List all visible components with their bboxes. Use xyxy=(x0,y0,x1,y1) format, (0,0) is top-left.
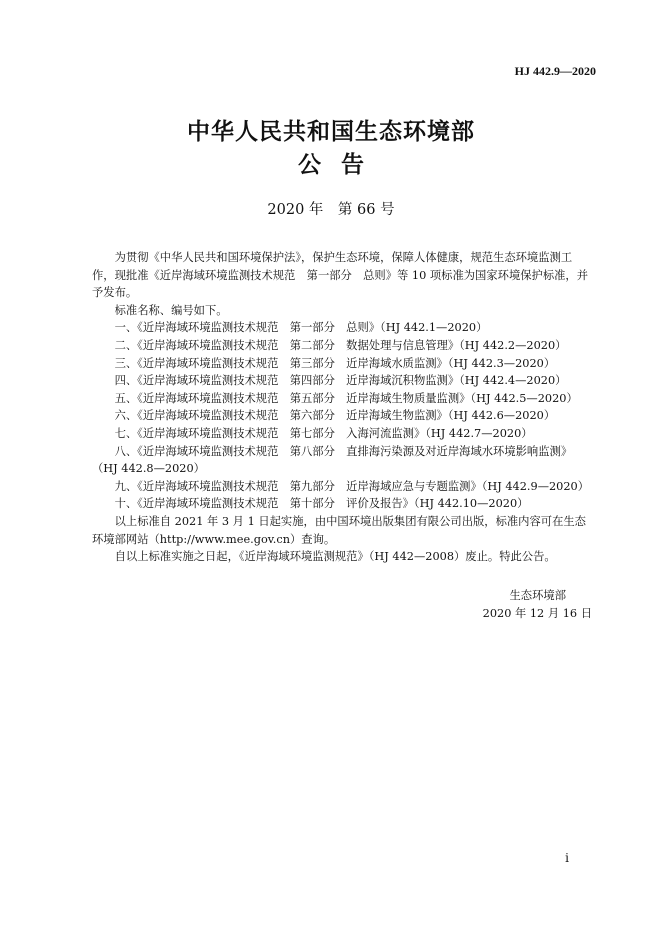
standard-item: 十、《近岸海域环境监测技术规范 第十部分 评价及报告》（HJ 442.10—2020） xyxy=(114,497,529,511)
standard-item: 五、《近岸海域环境监测技术规范 第五部分 近岸海域生物质量监测》（HJ 442.5—2020） xyxy=(114,391,578,405)
repeal-paragraph: 自以上标准实施之日起，《近岸海域环境监测规范》（HJ 442—2008）废止。特此公告。 xyxy=(114,550,556,564)
page-title: 中华人民共和国生态环境部 xyxy=(187,118,475,145)
intro-paragraph: 为贯彻《中华人民共和国环境保护法》，保护生态环境，保障人体健康，规范生态环境监测工作，现批准《近岸海域环境监测技术规范 第一部分 总则》等 10 项标准为国家环境保护标准，并予发布。 xyxy=(92,251,589,300)
standard-item: 七、《近岸海域环境监测技术规范 第七部分 入海河流监测》（HJ 442.7—2020） xyxy=(114,426,533,440)
announcement-body xyxy=(92,249,592,566)
standard-item: 八、《近岸海域环境监测技术规范 第八部分 直排海污染源及对近岸海域水环境影响监测》（HJ 442.8—2020） xyxy=(92,444,573,476)
page-subtitle: 公告 xyxy=(298,151,384,178)
standard-code: HJ 442.9—2020 xyxy=(514,64,596,78)
issue-number: 2020 年 第 66 号 xyxy=(267,202,395,218)
standard-item: 一、《近岸海域环境监测技术规范 第一部分 总则》（HJ 442.1—2020） xyxy=(114,321,488,335)
standard-item: 三、《近岸海域环境监测技术规范 第三部分 近岸海域水质监测》（HJ 442.3—2020） xyxy=(114,356,556,370)
standard-item: 九、《近岸海域环境监测技术规范 第九部分 近岸海域应急与专题监测》（HJ 442.9—2020） xyxy=(114,479,590,493)
signature-org: 生态环境部 xyxy=(509,589,566,602)
standard-item: 二、《近岸海域环境监测技术规范 第二部分 数据处理与信息管理》（HJ 442.2—2020） xyxy=(114,338,567,352)
page-number: i xyxy=(565,851,569,865)
implementation-paragraph: 以上标准自 2021 年 3 月 1 日起实施，由中国环境出版集团有限公司出版，标准内容可在生态环境部网站（http://www.mee.gov.cn）查询。 xyxy=(92,514,586,546)
signature-date: 2020 年 12 月 16 日 xyxy=(482,607,592,620)
standard-item: 六、《近岸海域环境监测技术规范 第六部分 近岸海域生物监测》（HJ 442.6—2020） xyxy=(114,409,556,423)
list-intro: 标准名称、编号如下。 xyxy=(114,303,228,317)
signature-block xyxy=(483,587,592,623)
standard-item: 四、《近岸海域环境监测技术规范 第四部分 近岸海域沉积物监测》（HJ 442.4—2020） xyxy=(114,374,567,388)
